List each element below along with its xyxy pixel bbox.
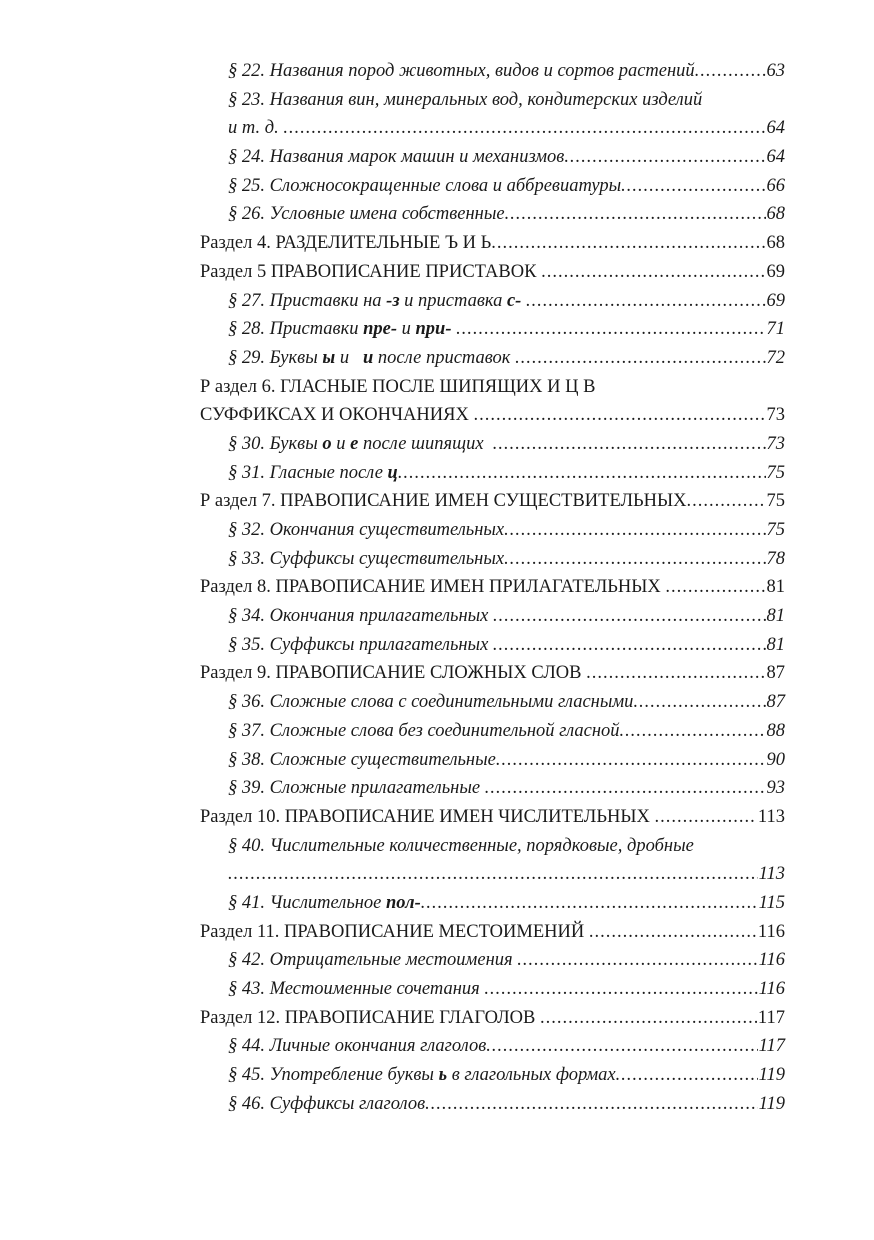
toc-text: Раздел 4. РАЗДЕЛИТЕЛЬНЫЕ Ъ И Ь (200, 233, 492, 254)
toc-text: Раздел 9. ПРАВОПИСАНИЕ СЛОЖНЫХ СЛОВ (200, 663, 587, 684)
toc-paragraph-entry[interactable] (200, 889, 785, 918)
toc-section-entry[interactable] (200, 487, 785, 516)
page-number: 116 (758, 950, 785, 971)
toc-entry-title (228, 287, 526, 316)
page-number: 119 (758, 1093, 785, 1114)
toc-text: § 34. Окончания прилагательных (228, 606, 493, 627)
toc-entry-title (228, 631, 493, 660)
toc-paragraph-entry[interactable] (200, 459, 785, 488)
dot-leader (425, 1090, 758, 1119)
toc-text: и т. д. (228, 118, 284, 139)
toc-text: § 45. Употребление буквы (228, 1065, 439, 1086)
toc-text: § 30. Буквы (228, 433, 323, 454)
dot-leader (665, 573, 765, 602)
dot-leader (485, 774, 766, 803)
toc-text: § 36. Сложные слова с соединительными гласными (228, 692, 634, 713)
toc-emphasis: о (322, 433, 332, 454)
toc-paragraph-entry[interactable] (200, 57, 785, 86)
toc-paragraph-entry[interactable] (200, 1061, 785, 1090)
page-number: 116 (758, 979, 785, 999)
toc-entry-title (228, 717, 620, 746)
toc-text: § 28. Приставки (228, 319, 364, 340)
page-number: 66 (766, 175, 785, 196)
toc-paragraph-entry[interactable] (200, 1032, 785, 1061)
dot-leader (504, 516, 765, 545)
toc-emphasis: -з (386, 290, 400, 311)
page-number: 81 (766, 634, 785, 655)
dot-leader (541, 258, 765, 287)
toc-emphasis: при- (415, 319, 452, 340)
toc-entry-title (200, 229, 491, 258)
toc-paragraph-entry[interactable] (200, 1090, 785, 1119)
dot-leader (620, 717, 766, 746)
dot-leader (515, 344, 765, 373)
toc-entry-title (200, 258, 541, 287)
toc-entry-title (200, 573, 665, 602)
toc-paragraph-entry[interactable] (200, 717, 785, 746)
page-number: 75 (766, 462, 785, 483)
table-of-contents (200, 57, 785, 1118)
toc-entry-title (228, 430, 493, 459)
dot-leader (505, 200, 766, 229)
toc-text: и (335, 347, 363, 368)
page-number: 88 (766, 720, 785, 741)
dot-leader (586, 659, 765, 688)
toc-paragraph-entry[interactable] (200, 688, 785, 717)
dot-leader (695, 57, 766, 86)
toc-section-entry[interactable] (200, 258, 785, 287)
toc-entry-title (228, 774, 485, 803)
toc-text: и (331, 433, 351, 454)
toc-text: после шипящих (358, 433, 493, 454)
page-number: 73 (766, 405, 785, 426)
toc-text: и приставка (399, 290, 507, 311)
toc-text: § 25. Сложносокращенные слова и аббревиатуры (228, 175, 622, 196)
toc-text: § 35. Суффиксы прилагательных (228, 634, 493, 655)
page-number: 115 (758, 892, 785, 913)
toc-entry-title (228, 57, 695, 86)
toc-text: § 24. Названия марок машин и механизмов (228, 147, 565, 168)
toc-entry-title (228, 688, 633, 717)
toc-paragraph-entry[interactable] (200, 516, 785, 545)
toc-paragraph-entry[interactable] (200, 430, 785, 459)
toc-paragraph-entry[interactable] (200, 344, 785, 373)
page-number: 75 (766, 491, 785, 512)
page-number: 73 (766, 433, 785, 454)
toc-entry-title-line: § 40. Числительные количественные, порядковые, дробные (228, 835, 694, 856)
toc-paragraph-entry[interactable] (200, 114, 785, 143)
toc-text: § 22. Названия пород животных, видов и сортов растений (228, 61, 695, 81)
toc-entry-title (228, 1090, 425, 1119)
toc-emphasis: с- (506, 290, 522, 311)
page-number: 64 (766, 118, 785, 139)
toc-paragraph-entry[interactable] (200, 200, 785, 229)
toc-paragraph-entry[interactable] (200, 946, 785, 975)
toc-entry-title (200, 803, 654, 832)
toc-entry-title (228, 114, 283, 143)
toc-emphasis: ы (322, 347, 336, 368)
dot-leader (493, 602, 766, 631)
toc-section-entry[interactable] (200, 229, 785, 258)
page-number: 78 (766, 548, 785, 569)
dot-leader (621, 172, 765, 201)
toc-text: § 33. Суффиксы существительных (228, 548, 505, 569)
toc-text: § 46. Суффиксы глаголов (228, 1093, 426, 1114)
page-number: 87 (766, 663, 785, 684)
toc-text: § 39. Сложные прилагательные (228, 778, 485, 799)
toc-entry-title (228, 1061, 616, 1090)
toc-text: Раздел 12. ПРАВОПИСАНИЕ ГЛАГОЛОВ (200, 1007, 540, 1028)
dot-leader (504, 545, 765, 574)
dot-leader (589, 918, 757, 947)
dot-leader (484, 975, 757, 1004)
toc-paragraph-entry[interactable] (200, 975, 785, 1004)
dot-leader (486, 1032, 757, 1061)
toc-text: § 44. Личные окончания глаголов (228, 1036, 487, 1057)
toc-text: § 37. Сложные слова без соединительной гласной (228, 720, 620, 741)
toc-entry-title (200, 659, 586, 688)
toc-entry-title (200, 487, 687, 516)
dot-leader (493, 631, 766, 660)
toc-text: § 31. Гласные после (228, 462, 388, 483)
page-number: 69 (766, 290, 785, 311)
toc-entry-title (228, 545, 504, 574)
toc-paragraph-entry[interactable] (200, 287, 785, 316)
toc-text: § 41. Числительное (228, 892, 387, 913)
toc-text: Раздел 10. ПРАВОПИСАНИЕ ИМЕН ЧИСЛИТЕЛЬНЫХ (200, 806, 655, 827)
toc-text: § 26. Условные имена собственные (228, 204, 505, 225)
toc-text: § 42. Отрицательные местоимения (228, 950, 518, 971)
dot-leader (228, 860, 758, 889)
page-number: 71 (766, 319, 785, 340)
page-number: 119 (758, 1065, 785, 1086)
page-number: 64 (766, 147, 785, 168)
dot-leader (526, 287, 766, 316)
toc-emphasis: и (362, 347, 374, 368)
toc-entry-title (228, 975, 484, 1004)
toc-text: в глагольных формах (447, 1065, 616, 1086)
toc-emphasis: пре- (363, 319, 398, 340)
dot-leader (633, 688, 765, 717)
dot-leader (517, 946, 757, 975)
page-number: 116 (757, 921, 785, 942)
toc-emphasis: ц (387, 462, 398, 483)
toc-entry-title (228, 602, 493, 631)
dot-leader (473, 401, 765, 430)
toc-section-entry[interactable] (200, 659, 785, 688)
toc-section-entry[interactable] (200, 918, 785, 947)
toc-entry-title (228, 1032, 486, 1061)
toc-text: после приставок (373, 347, 516, 368)
toc-section-entry[interactable] (200, 803, 785, 832)
page-number: 81 (766, 577, 785, 598)
toc-paragraph-entry[interactable] (200, 631, 785, 660)
page-number: 75 (766, 520, 785, 540)
dot-leader (493, 430, 766, 459)
page-number: 81 (766, 606, 785, 627)
toc-entry-title (228, 344, 515, 373)
toc-entry-title (228, 746, 496, 775)
toc-paragraph-entry[interactable] (200, 774, 785, 803)
dot-leader (687, 487, 766, 516)
toc-entry-title (228, 143, 564, 172)
page-number: 113 (758, 864, 785, 885)
page-number: 63 (766, 61, 785, 81)
toc-text: Раздел 8. ПРАВОПИСАНИЕ ИМЕН ПРИЛАГАТЕЛЬНЫХ (200, 577, 666, 598)
toc-text: Р аздел 7. ПРАВОПИСАНИЕ ИМЕН СУЩЕСТВИТЕЛЬНЫХ (200, 491, 687, 512)
toc-section-entry[interactable] (200, 401, 785, 430)
page-number: 117 (757, 1007, 785, 1028)
toc-emphasis: е (350, 433, 359, 454)
toc-entry-title (228, 172, 621, 201)
toc-paragraph-entry[interactable] (200, 315, 785, 344)
page-number: 68 (766, 233, 785, 254)
dot-leader (421, 889, 758, 918)
dot-leader (496, 746, 766, 775)
toc-text: и (397, 319, 416, 340)
toc-text: Раздел 5 ПРАВОПИСАНИЕ ПРИСТАВОК (200, 261, 542, 282)
toc-paragraph-entry[interactable] (200, 545, 785, 574)
dot-leader (654, 803, 756, 832)
dot-leader (398, 459, 766, 488)
toc-emphasis: ь (438, 1065, 448, 1086)
dot-leader (283, 114, 765, 143)
page-number: 90 (766, 749, 785, 770)
toc-entry-title (228, 315, 456, 344)
dot-leader (616, 1061, 758, 1090)
page-number: 87 (766, 692, 785, 713)
toc-entry-title (200, 401, 473, 430)
page-number: 72 (766, 347, 785, 368)
toc-text: § 32. Окончания существительных (228, 520, 505, 540)
toc-text: § 38. Сложные существительные (228, 749, 496, 770)
toc-paragraph-entry[interactable] (200, 172, 785, 201)
toc-text: Раздел 11. ПРАВОПИСАНИЕ МЕСТОИМЕНИЙ (200, 921, 589, 942)
page-number: 93 (766, 778, 785, 799)
toc-emphasis: пол- (386, 892, 421, 913)
dot-leader (491, 229, 765, 258)
page-number: 69 (766, 261, 785, 282)
dot-leader (456, 315, 765, 344)
toc-entry-title (200, 1004, 540, 1033)
page-number: 68 (766, 204, 785, 225)
page-number: 113 (757, 806, 785, 827)
toc-paragraph-entry[interactable] (200, 602, 785, 631)
toc-entry-title (228, 459, 398, 488)
toc-section-entry[interactable] (200, 573, 785, 602)
toc-entry-title (228, 200, 505, 229)
toc-entry-title-line: § 23. Названия вин, минеральных вод, кондитерских изделий (228, 89, 703, 110)
toc-text: СУФФИКСАХ И ОКОНЧАНИЯХ (200, 405, 474, 426)
toc-section-entry[interactable] (200, 1004, 785, 1033)
toc-text: § 29. Буквы (228, 347, 323, 368)
toc-entry-title (228, 889, 421, 918)
toc-entry-title (228, 946, 517, 975)
dot-leader (564, 143, 765, 172)
toc-text: § 27. Приставки на (228, 290, 387, 311)
toc-text: § 43. Местоименные сочетания (228, 979, 485, 999)
page-number: 117 (758, 1036, 785, 1057)
toc-entry-title-line: Р аздел 6. ГЛАСНЫЕ ПОСЛЕ ШИПЯЩИХ И Ц В (200, 376, 596, 397)
toc-paragraph-entry[interactable] (200, 860, 785, 889)
toc-paragraph-entry[interactable] (200, 746, 785, 775)
toc-entry-title (200, 918, 589, 947)
dot-leader (540, 1004, 757, 1033)
toc-paragraph-entry[interactable] (200, 143, 785, 172)
toc-entry-title (228, 516, 504, 545)
